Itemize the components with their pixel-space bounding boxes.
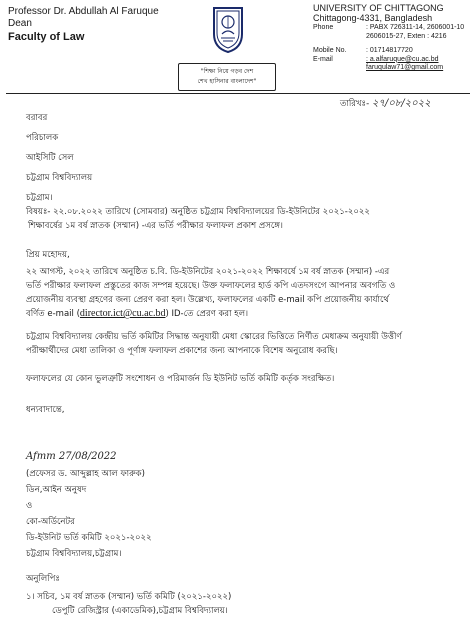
faculty-name: Faculty of Law <box>8 31 85 43</box>
email-value-1[interactable]: : a.alfaruque@cu.ac.bd <box>366 55 439 63</box>
header-divider <box>6 93 470 94</box>
dean-name: Professor Dr. Abdullah Al Faruque <box>8 6 159 17</box>
recipient-line-1: বরাবর <box>26 113 48 123</box>
signatory-line-5: ডি-ইউনিট ভর্তি কমিটি ২০২১-২০২২ <box>26 533 152 543</box>
phone-value-2: 2606015-27, Exten : 4216 <box>366 32 447 40</box>
motto-line-2: শেখ হাসিনার বাংলাদেশ" <box>197 78 257 85</box>
phone-row-2 <box>313 33 473 42</box>
director-email-link[interactable]: director.ict@cu.ac.bd <box>79 308 166 319</box>
p1-line-3: প্রয়োজনীয় ব্যবস্থা গ্রহণের জন্য প্রেরণ করা হল। উল্লেখ্য, ফলাফলের একটি e-mail কপি প্রয়োজনীয় কার্যার্থে <box>26 295 389 305</box>
email-label: E-mail <box>313 55 333 63</box>
recipient-line-2: পরিচালক <box>26 133 59 143</box>
p1-line-1: ২২ আগস্ট, ২০২২ তারিখে অনুষ্ঠিত চ.বি. ডি-ইউনিটের ২০২১-২০২২ শিক্ষাবর্ষে ১ম বর্ষ স্নাতক (সম্মান) -এর <box>26 267 390 277</box>
recipient-block <box>26 110 92 206</box>
phone-row <box>313 24 473 33</box>
phone-value: : PABX 726311-14, 2606001-10 <box>366 24 465 31</box>
cc-item-1-line-2: ডেপুটি রেজিস্ট্রার (একাডেমিক),চট্টগ্রাম বিশ্ববিদ্যালয়। <box>52 606 228 616</box>
motto-box <box>178 63 276 91</box>
p1-line-2: ভর্তি পরীক্ষার ফলাফল প্রস্তুতের কাজ সম্পন্ন হয়েছে। উক্ত ফলাফলের হার্ড কপি এতদসংগে আপনার অবগতি ও <box>26 281 396 291</box>
date-value: ২৭/০৮/২০২২ <box>371 98 431 109</box>
mobile-value: : 01714817720 <box>366 47 413 55</box>
date-line <box>340 96 431 113</box>
subject-line-1: বিষয়ঃ- ২২.০৮.২০২২ তারিখে (সোমবার) অনুষ্ঠিত চট্টগ্রাম বিশ্ববিদ্যালয়ের ডি-ইউনিটের ২০২১-২০২২ <box>26 207 370 217</box>
recipient-line-3: আইসিটি সেল <box>26 153 74 163</box>
body-paragraph-2 <box>26 330 470 358</box>
p1-line-4-end: ) ID-তে প্রেরণ করা হল। <box>165 309 249 319</box>
cc-title: অনুলিপিঃ <box>26 574 60 584</box>
email-value-2[interactable]: faruqulaw71@gmail.com <box>366 64 444 72</box>
body-paragraph-3: ফলাফলের যে কোন ভুলত্রুটি সংশোধন ও পরিমার্জন ডি ইউনিট ভর্তি কমিটি কর্তৃক সংরক্ষিত। <box>26 374 335 384</box>
motto-line-1: "শিক্ষা নিয়ে গড়ব দেশ <box>200 68 254 75</box>
letterhead-left <box>8 6 208 44</box>
recipient-line-4: চট্টগ্রাম বিশ্ববিদ্যালয় <box>26 173 93 183</box>
salutation: প্রিয় মহোদয়, <box>26 250 70 260</box>
university-crest-icon <box>210 4 246 54</box>
email-row-2 <box>313 64 473 73</box>
signatory-line-6: চট্টগ্রাম বিশ্ববিদ্যালয়,চট্টগ্রাম। <box>26 549 122 559</box>
cc-block <box>26 572 231 618</box>
cc-item-1-line-1: ১। সচিব, ১ম বর্ষ স্নাতক (সম্মান) ভর্তি কমিটি (২০২১-২০২২) <box>26 592 232 602</box>
signatory-block <box>26 466 152 562</box>
p2-line-1: চট্টগ্রাম বিশ্ববিদ্যালয় কেন্দ্রীয় ভর্তি কমিটির সিদ্ধান্ত অনুযায়ী মেধা স্কোরের ভিত্তিতে নির্ণীত মেধাক্রম অনুযায়ী উত্তীর্ণ <box>26 332 402 342</box>
subject-line-2: শিক্ষাবর্ষের ১ম বর্ষ স্নাতক (সম্মান) -এর ভর্তি পরীক্ষার ফলাফল প্রকাশ প্রসঙ্গে। <box>28 221 283 231</box>
mobile-label: Mobile No. <box>313 47 347 55</box>
signatory-line-3: ও <box>26 501 33 511</box>
handwritten-signature: Afmm 27/08/2022 <box>26 451 117 462</box>
signatory-line-2: ডিন,আইন অনুষদ <box>26 485 87 495</box>
university-logo <box>210 4 246 54</box>
closing: ধন্যবাদান্তে, <box>26 405 65 415</box>
signature <box>26 450 470 464</box>
p1-line-4-start: বর্ণিত e-mail ( <box>26 309 80 319</box>
recipient-line-5: চট্টগ্রাম। <box>26 193 53 203</box>
dean-title: Dean <box>8 18 32 29</box>
p1-line-4 <box>26 307 470 321</box>
p2-line-2: পরীক্ষার্থীদের মেধা তালিকা ও পূর্ণাঙ্গ ফলাফল প্রকাশের জন্য আপনাকে বিশেষ অনুরোধ করছি। <box>26 346 338 356</box>
body-paragraph-1 <box>26 265 470 321</box>
email-row <box>313 56 473 65</box>
mobile-row <box>313 47 473 56</box>
subject-block <box>26 205 470 233</box>
date-label: তারিখঃ- <box>340 99 370 109</box>
university-address: Chittagong-4331, Bangladesh <box>313 13 433 23</box>
signatory-line-1: (প্রফেসর ড. আব্দুল্লাহ আল ফারুক) <box>26 469 145 479</box>
phone-label: Phone <box>313 24 334 31</box>
university-name: UNIVERSITY OF CHITTAGONG <box>313 3 444 13</box>
signatory-line-4: কো-অর্ডিনেটর <box>26 517 75 527</box>
letterhead-right <box>313 3 473 73</box>
